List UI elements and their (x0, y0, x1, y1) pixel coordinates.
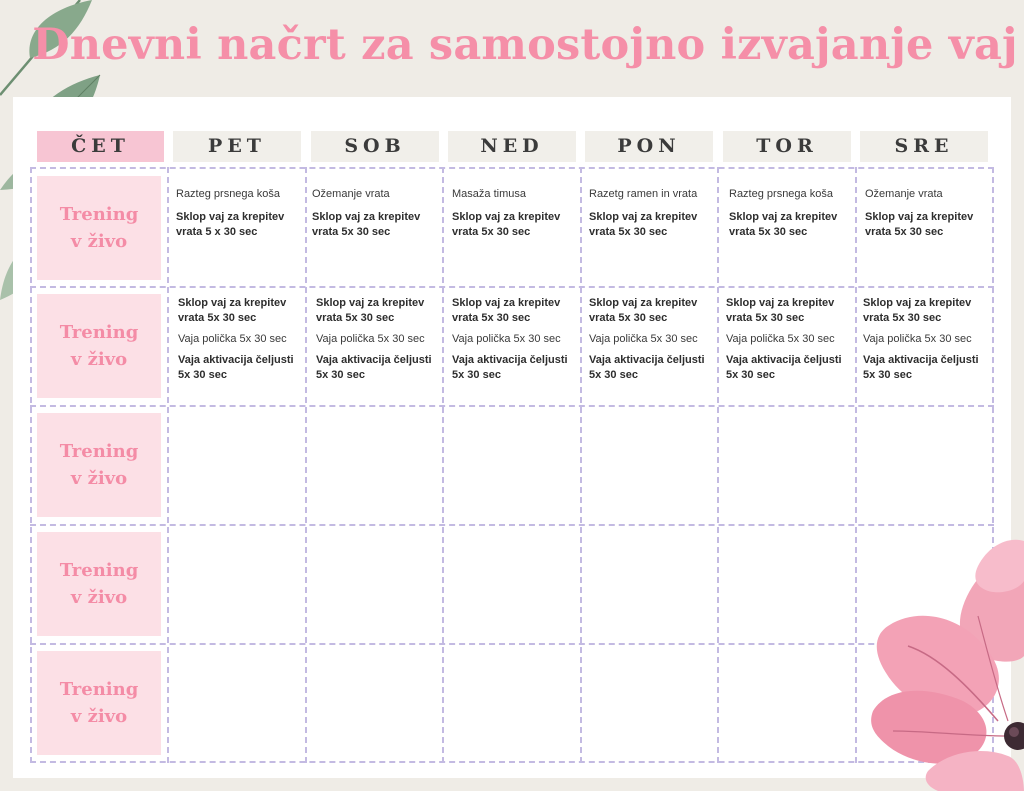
day-header-pon: PON (585, 131, 713, 162)
row-label-4: Trening v živo (37, 532, 161, 636)
schedule-grid (30, 167, 994, 763)
row-label-5: Trening v živo (37, 651, 161, 755)
day-header-pet: PET (173, 131, 301, 162)
cell-ned-row1: Masaža timusa Sklop vaj za krepitev vrata 5x 30 sec (452, 188, 561, 238)
day-header-ned: NED (448, 131, 576, 162)
row-label-3: Trening v živo (37, 413, 161, 517)
row-label-2: Trening v živo (37, 294, 161, 398)
day-header-cet: ČET (37, 131, 164, 162)
cell-pet-row1: Razteg prsnega koša Sklop vaj za krepitev vrata 5 x 30 sec (176, 188, 285, 238)
cell-pon-row2: Sklop vaj za krepitev vrata 5x 30 sec Vaja polička 5x 30 sec Vaja aktivacija čeljusti 5x 30 sec (589, 297, 705, 381)
cell-sob-row1: Ožemanje vrata Sklop vaj za krepitev vrata 5x 30 sec (312, 188, 421, 238)
cell-pon-row1: Razetg ramen in vrata Sklop vaj za krepitev vrata 5x 30 sec (589, 188, 698, 238)
day-header-tor: TOR (723, 131, 851, 162)
day-header-sob: SOB (311, 131, 439, 162)
cell-sre-row2: Sklop vaj za krepitev vrata 5x 30 sec Vaja polička 5x 30 sec Vaja aktivacija čeljusti 5x 30 sec (863, 297, 979, 381)
cell-pet-row2: Sklop vaj za krepitev vrata 5x 30 sec Vaja polička 5x 30 sec Vaja aktivacija čeljusti 5x 30 sec (178, 297, 294, 381)
page-title: Dnevni načrt za samostojno izvajanje vaj (32, 20, 1018, 70)
cell-sre-row1: Ožemanje vrata Sklop vaj za krepitev vrata 5x 30 sec (865, 188, 974, 238)
cell-sob-row2: Sklop vaj za krepitev vrata 5x 30 sec Vaja polička 5x 30 sec Vaja aktivacija čeljusti 5x 30 sec (316, 297, 432, 381)
flower-decoration-icon (868, 536, 1024, 791)
row-label-1: Trening v živo (37, 176, 161, 280)
day-header-sre: SRE (860, 131, 988, 162)
cell-ned-row2: Sklop vaj za krepitev vrata 5x 30 sec Vaja polička 5x 30 sec Vaja aktivacija čeljusti 5x 30 sec (452, 297, 568, 381)
cell-tor-row2: Sklop vaj za krepitev vrata 5x 30 sec Vaja polička 5x 30 sec Vaja aktivacija čeljusti 5x 30 sec (726, 297, 842, 381)
cell-tor-row1: Razteg prsnega koša Sklop vaj za krepitev vrata 5x 30 sec (729, 188, 838, 238)
